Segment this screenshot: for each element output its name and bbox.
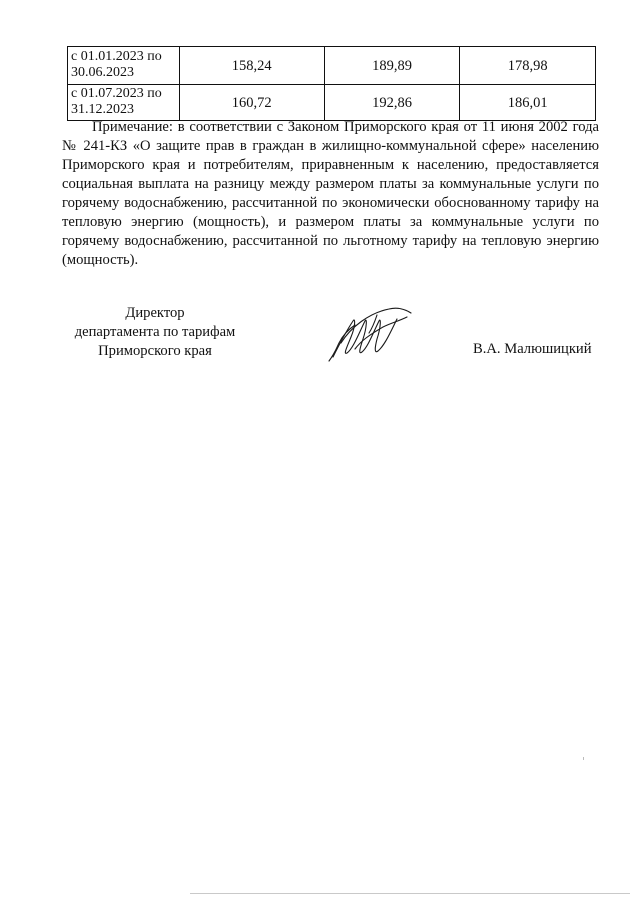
period-cell <box>68 47 180 85</box>
period-cell <box>68 85 180 121</box>
period-start: с 01.01.2023 по <box>71 49 162 64</box>
tariff-table <box>67 46 596 121</box>
tariff-value: 186,01 <box>460 85 596 121</box>
signer-name: В.А. Малюшицкий <box>473 341 592 357</box>
scan-speck <box>583 757 584 760</box>
page-bottom-edge <box>190 893 630 894</box>
period-end: 31.12.2023 <box>71 102 134 117</box>
tariff-value: 160,72 <box>179 85 324 121</box>
signer-title-line: Директор <box>125 305 185 321</box>
note-paragraph: Примечание: в соответствии с Законом Приморского края от 11 июня 2002 года № 241-КЗ «О защите прав в граждан в жилищно-коммунальной сфере» населению Приморского края и потребителям, приравненным к населению, предоставляется социальная выплата на разницу между размером платы за коммунальные услуги по горячему водоснабжению, рассчитанной по экономически обоснованному тарифу на тепловую энергию (мощность), и размером платы за коммунальные услуги по горячему водоснабжению, рассчитанной по льготному тарифу на тепловую энергию (мощность). <box>62 119 599 268</box>
handwritten-signature-icon <box>325 303 415 365</box>
tariff-value: 158,24 <box>179 47 324 85</box>
tariff-value: 178,98 <box>460 47 596 85</box>
table-row <box>68 47 596 85</box>
tariff-value: 189,89 <box>324 47 460 85</box>
tariff-value: 192,86 <box>324 85 460 121</box>
table-row <box>68 85 596 121</box>
signer-title-line: Приморского края <box>98 343 212 359</box>
period-start: с 01.07.2023 по <box>71 86 162 101</box>
signer-title-line: департамента по тарифам <box>74 324 236 340</box>
period-end: 30.06.2023 <box>71 65 134 80</box>
signer-position <box>55 304 255 361</box>
